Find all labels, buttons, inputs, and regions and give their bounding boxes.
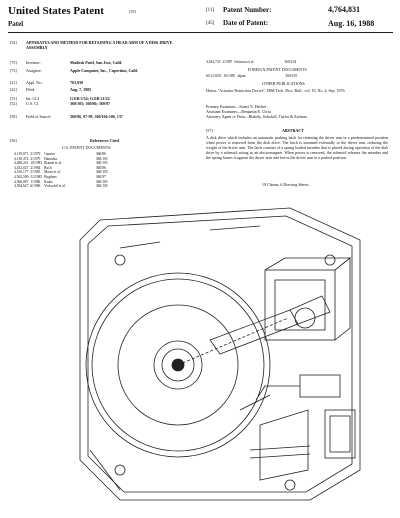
foreign-ref: 60-211655 10/1985 Japan 360/105 <box>206 74 298 78</box>
biblio-label: Field of Search <box>26 114 51 119</box>
header-rule <box>8 32 393 33</box>
reference-row: 4,566,087 1/1986 Kraus 360/105 <box>14 179 108 184</box>
date-label: Date of Patent: <box>223 19 269 27</box>
assistant-examiner: Assistant Examiner—Benjamin E. Urcia <box>206 109 272 114</box>
patent-title: United States Patent <box>8 5 104 17</box>
date-code: [45] <box>206 21 215 26</box>
biblio-label: Int. Cl.4 <box>26 96 40 101</box>
biblio-label: Inventor: <box>26 60 41 65</box>
references-table <box>14 152 196 189</box>
patent-number-code: [11] <box>206 8 215 13</box>
reference-row: 4,408,241 10/1983 Brandt et al. 360/105 <box>14 161 108 166</box>
biblio-label: U.S. Cl. <box>26 101 39 106</box>
biblio-value: Shailesh Patel, San Jose, Calif. <box>70 60 123 65</box>
claims-line: 19 Claims, 6 Drawing Sheets <box>262 182 309 187</box>
biblio-code: [54] <box>10 40 17 45</box>
biblio-value: APPARATUS AND METHOD FOR RETAINING A HEAD ARM OF A DISK DRIVE ASSEMBLY <box>26 40 173 50</box>
reference-row: 4,562,500 12/1985 Bygdnes 360/97 <box>14 174 106 179</box>
biblio-value: Apple Computer, Inc., Cupertino, Calif. <box>70 68 138 73</box>
biblio-code: [58] <box>10 114 17 119</box>
patent-title-ref: [19] <box>129 9 136 14</box>
biblio-value: 360/105; 360/86; 360/97 <box>70 101 110 106</box>
abstract-heading: ABSTRACT <box>282 128 304 133</box>
patent-date: Aug. 16, 1988 <box>328 19 375 28</box>
patent-number-label: Patent Number: <box>223 6 272 14</box>
biblio-code: [22] <box>10 87 17 92</box>
other-publications-text: Hearn, "Actuator Retraction Device", IBM Tech. Disc. Bull., vol. 19, No. 4, Sep. 1976. <box>206 88 346 93</box>
biblio-code: [51] <box>10 96 17 101</box>
other-publications-heading: OTHER PUBLICATIONS <box>262 81 305 86</box>
abstract-code: [57] <box>206 128 213 133</box>
inventor-surname: Patel <box>8 20 24 28</box>
reference-row: 4,594,627 6/1986 Viskochil et al. 360/105 <box>14 184 108 189</box>
biblio-code: [75] <box>10 60 17 65</box>
references-code: [56] <box>10 138 17 143</box>
biblio-label: Appl. No.: <box>26 80 43 85</box>
attorney: Attorney, Agent or Firm—Blakely, Sokoloff, Taylor & Zafman <box>206 114 307 119</box>
biblio-value: Aug. 7, 1985 <box>70 87 92 92</box>
biblio-value: 763,939 <box>70 80 83 85</box>
primary-examiner: Primary Examiner—Stuart N. Hecker <box>206 104 267 109</box>
biblio-value: G11B 5/54; G11B 21/22 <box>70 96 110 101</box>
reference-row: 4,516,177 5/1985 Moon et al. 360/105 <box>14 170 108 175</box>
biblio-label: Assignee: <box>26 68 42 73</box>
biblio-code: [52] <box>10 101 17 106</box>
reference-row: 4,432,027 2/1984 Ruch 360/86 <box>14 165 106 170</box>
right-us-ref: 4,624,733 1/1987 Ishiwata et al. 360/104 <box>206 60 297 64</box>
references-heading: References Cited <box>90 138 119 143</box>
reference-row: 4,139,871 2/1979 Garnier 360/86 <box>14 152 106 156</box>
biblio-value: 360/86, 97-99, 360/104-106, 137 <box>70 114 123 119</box>
abstract-text: A disk drive which includes an automatic parking latch for retaining the driver arm in a predetermined position when power is removed from the disk drive. The latch is mounted externally to the driver arm, reducing the weight of the driver arm. The latch consists of a spring loaded member that is placed during operation of the disk drive by a solenoid acting as an electromagnet. When power is removed, the solenoid releases the member and the spring biases it against the driver arm and forces the driver arm to a parked position. <box>206 135 388 160</box>
biblio-code: [21] <box>10 80 17 85</box>
foreign-heading: FOREIGN PATENT DOCUMENTS <box>248 67 307 72</box>
references-subheading: U.S. PATENT DOCUMENTS <box>62 145 111 150</box>
biblio-label: Filed: <box>26 87 36 92</box>
patent-number: 4,764,831 <box>328 5 360 14</box>
reference-row: 4,138,474 2/1979 Hanaoka 360/105 <box>14 156 108 161</box>
disk-drive-drawing <box>60 200 380 510</box>
biblio-code: [73] <box>10 68 17 73</box>
